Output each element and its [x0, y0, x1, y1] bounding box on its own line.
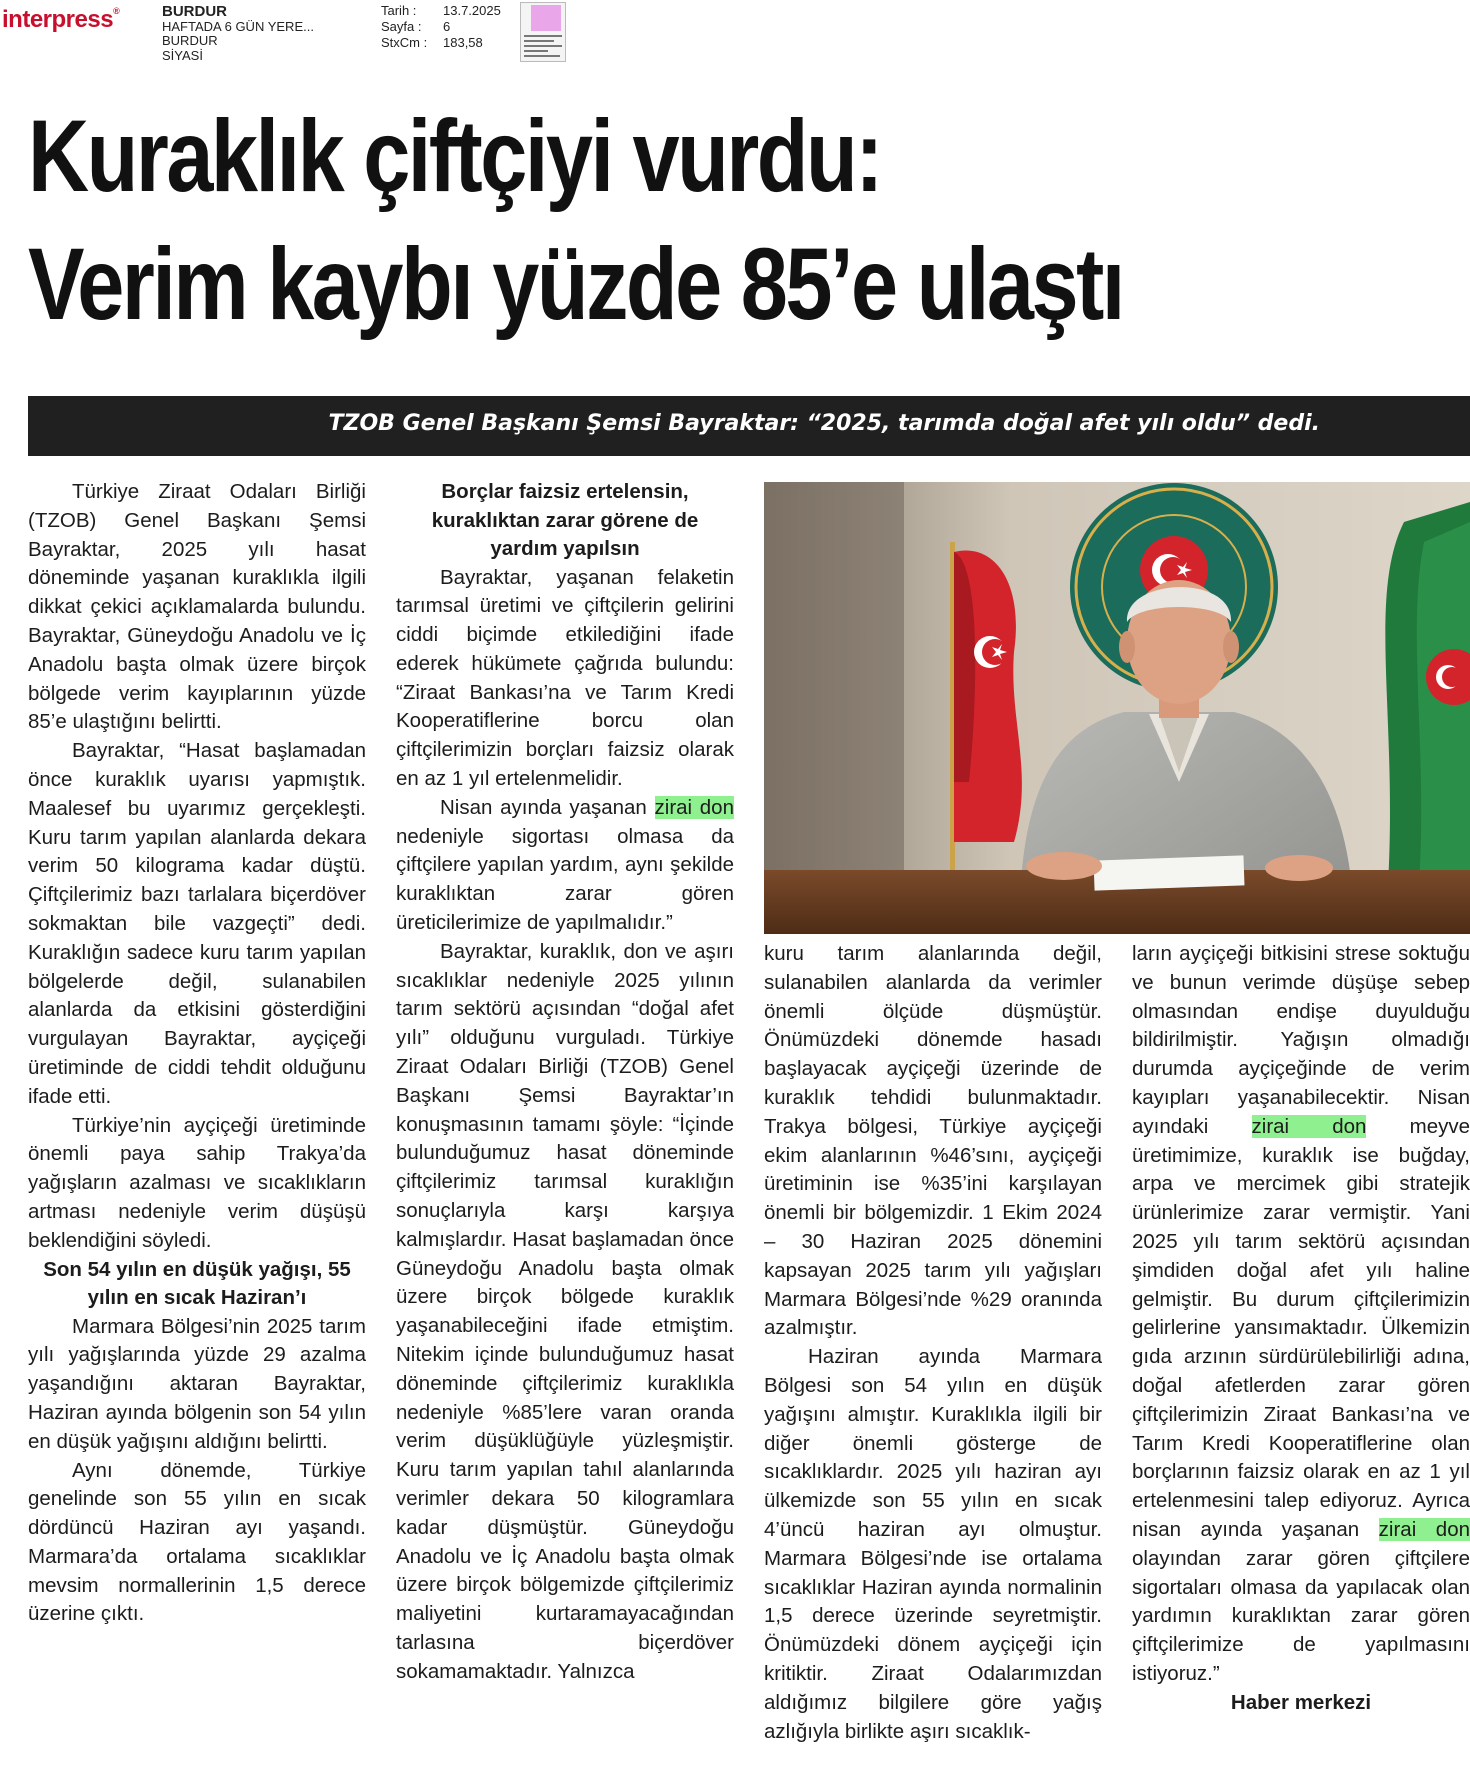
section-heading: Borçlar faizsiz ertelensin, kuraklıktan zarar görene de yardım yapılsın: [431, 480, 699, 560]
turkish-flag: [950, 542, 1022, 872]
paragraph: ların ayçiçeği bitkisini strese soktuğu ve bunun verimde düşüşe sebep olmasından endişe duyulduğu bildirilmiştir. Yağışın olmadığı durumda ayçiçeğinde de verim kayıpları yaşanabilecektir. Nisan ayındaki zirai don meyve üretimimize, kuraklık ise buğday, arpa ve mercimek gibi stratejik ürünlerimize zarar vermiştir. Yani 2025 yılı tarım sektörü açısından şimdiden doğal afet yılı haline gelmiştir. Bu durum çiftçilerimizin gelirlerine yansımaktadır. Ülkemizin gıda arzının sürdürülebilirliği adına, doğal afetlerden zarar gören çiftçilerimizin Ziraat Bankası’na ve Tarım Kredi Kooperatiflerine olan borçlarının faizsiz olarak en az 1 yıl ertelenmesini talep ediyoruz. Ayrıca nisan ayında yaşanan zirai don olayından zarar gören çiftçilere sigortaları olmasa da yapılacak olan yardımın kuraklıktan zarar gören çiftçilerimize de yapılmasını istiyoruz.”: [1132, 942, 1470, 1685]
date-label: Tarih :: [381, 3, 417, 18]
paragraph: Marmara Bölgesi’nin 2025 tarım yılı yağışlarında yüzde 29 azalma yaşandığını aktaran Bayraktar, Haziran ayında bölgenin son 54 yılın en düşük yağışını aldığını belirtti.: [28, 1314, 366, 1453]
publication-frequency: HAFTADA 6 GÜN YERE...: [162, 18, 314, 34]
clipping-meta: [381, 3, 501, 51]
article-column-1: [28, 478, 366, 1629]
article-headline: [28, 92, 1470, 348]
publication-city: BURDUR: [162, 33, 218, 48]
publication-name: BURDUR: [162, 3, 227, 20]
article-column-3: [764, 940, 1102, 1746]
paragraph: Bayraktar, “Hasat başlamadan önce kuraklık uyarısı yapmıştık. Maalesef bu uyarımız gerçekleşti. Kuru tarım yapılan alanlarda dekara verim 50 kilograma kadar düştü. Çiftçilerimiz bazı tarlalara biçerdöver sokmaktan bile vazgeçti” dedi. Kuraklığın sadece kuru tarım yapılan bölgelerde değil, sulanabilen alanlarda da etkisini gösterdiğini vurgulayan Bayraktar, ayçiçeği üretiminde de ciddi tehdit olduğunu ifade etti.: [28, 739, 366, 1108]
highlighted-term: zirai don: [654, 795, 734, 819]
paragraph: Türkiye’nin ayçiçeği üretiminde önemli paya sahip Trakya’da yağışların azalması ve sıcaklıkların artması nedeniyle verim düşüşü beklendiğini söyledi.: [28, 1113, 366, 1252]
highlighted-term: zirai don: [1251, 1114, 1367, 1138]
paragraph: Nisan ayında yaşanan zirai don nedeniyle sigortası olmasa da çiftçilere yapılan yardım, aynı şekilde kuraklıktan zarar gören üreticilerimize de yapılmalıdır.”: [396, 795, 734, 935]
paragraph: Türkiye Ziraat Odaları Birliği (TZOB) Genel Başkanı Şemsi Bayraktar, 2025 yılı hasat döneminde yaşanan kuraklıkla ilgili dikkat çekici açıklamalarda bulundu. Bayraktar, Güneydoğu Anadolu ve İç Anadolu başta olmak üzere birçok bölgede verim kayıplarının yüzde 85’e ulaştığını belirtti.: [28, 480, 366, 734]
date-value: 13.7.2025: [443, 3, 501, 18]
paragraph: Bayraktar, kuraklık, don ve aşırı sıcaklıklar nedeniyle 2025 yılının tarım sektörü açısından “doğal afet yılı” olduğunu vurguladı. Türkiye Ziraat Odaları Birliği (TZOB) Genel Başkanı Şemsi Bayraktar’ın konuşmasının tamamı şöyle: “İçinde bulunduğumuz hasat döneminde çiftçilerimiz tarımsal kuraklığın sonuçlarıyla karşı karşıya kalmışlardır. Hasat başlamadan önce Güneydoğu Anadolu başta olmak üzere birçok bölgede kuraklık yaşanabileceğini ifade etmiştim. Nitekim içinde bulunduğumuz hasat döneminde çiftçilerimiz kuraklıkla nedeniyle %85’lere varan oranda verim düşüklüğüyle yüzleşmiştir. Kuru tarım yapılan tahıl alanlarında verimler dekara 50 kilogramlara kadar düşmüştür. Güneydoğu Anadolu ve İç Anadolu başta olmak üzere birçok bölgemizde çiftçilerimiz maliyetini kurtaramayacağından tarlasına biçerdöver sokamamaktadır. Yalnızca: [396, 939, 734, 1683]
interpress-logo: interpress®: [2, 6, 120, 33]
article-column-4: [1132, 940, 1470, 1718]
page-label: Sayfa :: [381, 19, 422, 34]
subtitle-bar: [28, 396, 1470, 456]
article-photo: [764, 482, 1470, 934]
headline-line-2: Verim kaybı yüzde 85’e ulaştı: [28, 227, 1123, 341]
paragraph: Bayraktar, yaşanan felaketin tarımsal üretimi ve çiftçilerin gelirini ciddi biçimde etkilediğini ifade ederek hükümete çağrıda bulundu: “Ziraat Bankası’na ve Tarım Kredi Kooperatiflerine borcu olan çiftçilerimizin borçları faizsiz olarak en az 1 yıl ertelenmelidir.: [396, 565, 734, 791]
stxcm-label: StxCm :: [381, 35, 428, 50]
page-thumbnail[interactable]: [520, 2, 566, 62]
page-value: 6: [443, 19, 451, 34]
green-flag: [1384, 502, 1470, 934]
article-column-2: [396, 478, 734, 1687]
highlighted-term: zirai don: [1378, 1517, 1470, 1541]
section-heading: Son 54 yılın en düşük yağışı, 55 yılın en sıcak Haziran’ı: [43, 1257, 351, 1310]
paragraph: Aynı dönemde, Türkiye genelinde son 55 yılın en sıcak dördüncü Haziran ayı yaşandı. Marmara’da ortalama sıcaklıklar mevsim normallerinin 1,5 derece üzerine çıktı.: [28, 1458, 366, 1626]
headline-line-1: Kuraklık çiftçiyi vurdu:: [28, 99, 881, 213]
paragraph: Haziran ayında Marmara Bölgesi son 54 yılın en düşük yağışını almıştır. Kuraklıkla ilgili bir diğer önemli gösterge de sıcaklıklardır. 2025 yılı haziran ayı ülkemizde son 55 yılın en sıcak 4’üncü haziran ayı olmuştur. Marmara Bölgesi’nde ise ortalama sıcaklıklar Haziran ayında normalinin 1,5 derece üzerinde seyretmiştir. Önümüzdeki dönem ayçiçeği için kritiktir. Ziraat Odalarımızdan aldığımız bilgilere göre yağış azlığıyla birlikte aşırı sıcaklık-: [764, 1345, 1102, 1743]
subtitle-text: TZOB Genel Başkanı Şemsi Bayraktar: “2025, tarımda doğal afet yılı oldu” dedi.: [328, 411, 1320, 436]
publication-category: SİYASİ: [162, 47, 203, 63]
paragraph: kuru tarım alanlarında değil, sulanabilen alanlarda da verimler önemli ölçüde düşmüştür. Önümüzdeki dönemde hasadı başlayacak ayçiçeği üzerinde de kuraklık tehdidi bulunmaktadır. Trakya bölgesi, Türkiye ayçiçeği ekim alanlarının %46’sını, ayçiçeği üretiminin ise %35’ini karşılayan önemli bir bölgemizdir. 1 Ekim 2024 – 30 Haziran 2025 dönemini kapsayan 2025 tarım yılı yağışları Marmara Bölgesi’nde %29 oranında azalmıştır.: [764, 942, 1102, 1340]
clipping-header: [0, 0, 1470, 68]
byline: Haber merkezi: [1230, 1690, 1372, 1714]
stxcm-value: 183,58: [443, 35, 483, 50]
publication-info: [162, 5, 314, 63]
